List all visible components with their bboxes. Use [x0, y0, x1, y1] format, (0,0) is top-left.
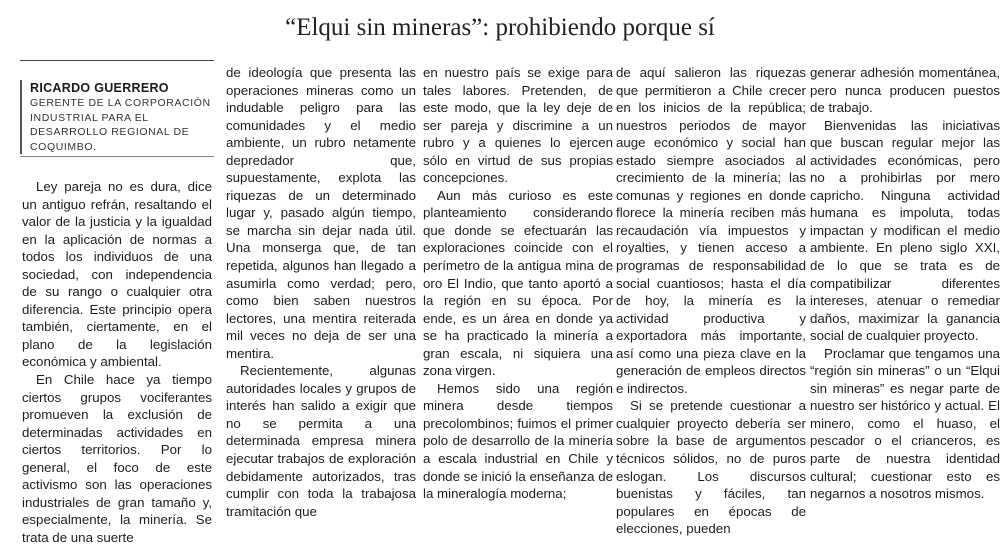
- article-column-5: [810, 64, 1000, 503]
- byline-top-rule: [20, 60, 214, 61]
- author-name: RICARDO GUERRERO: [30, 81, 169, 95]
- article-paragraph: Si se pretende cuestionar a cualquier proyecto debería ser sobre la base de argumentos técnicos sólidos, no de puros eslogan. Los discursos buenistas y fáciles, tan populares en épocas de elecciones, pueden: [616, 398, 806, 537]
- article-column-4: [616, 64, 806, 538]
- article-paragraph: Proclamar que tengamos una “región sin mineras” o un “Elqui sin mineras” es negar parte de nuestro ser histórico y actual. El minero, como el huaso, el pescador o el crianceros, es parte de nuestra identidad cultural; cuestionar esto es negarnos a nosotros mismos.: [810, 345, 1000, 502]
- article-paragraph: en nuestro país se exige para tales labores. Pretenden, de este modo, que la ley deje de ser pareja y discrimine a un rubro y a quienes lo ejercen sólo en virtud de sus propias concepciones.: [423, 65, 613, 186]
- byline-box: [20, 80, 214, 154]
- article-paragraph: Bienvenidas las iniciativas que buscan regular mejor las actividades económicas, pero no a prohibirlas por mero capricho. Ninguna actividad humana es impoluta, todas impactan y modifican el medio ambiente. En pleno siglo XXI, de lo que se trata es de compatibilizar diferentes intereses, atenuar o remediar daños, maximizar la ganancia social de cualquier proyecto.: [810, 117, 1000, 344]
- author-role: GERENTE DE LA CORPORACIÓN INDUSTRIAL PARA EL DESARROLLO REGIONAL DE COQUIMBO.: [30, 97, 211, 153]
- article-column-2: [226, 64, 416, 520]
- article-paragraph: generar adhesión momentánea, pero nunca producen puestos de trabajo.: [810, 65, 1000, 116]
- article-paragraph: En Chile hace ya tiempo ciertos grupos vociferantes promueven la exclusión de determinadas actividades en ciertos territorios. Por lo general, el foco de este activismo son las operaciones industriales de gran tamaño y, especialmente, la minería. Se trata de una suerte: [22, 372, 212, 545]
- article-column-3: [423, 64, 613, 503]
- article-paragraph: Aun más curioso es este planteamiento considerando que donde se efectuarán las exploraciones coincide con el perímetro de la antigua mina de oro El Indio, que tanto aportó a la región en su época. Por ende, es un área en donde ya se ha practicado la minería a gran escala, ni siquiera una zona virgen.: [423, 187, 613, 379]
- article-paragraph: Hemos sido una región minera desde tiempos precolombinos; fuimos el primer polo de desarrollo de la minería a escala industrial en Chile y donde se inició la enseñanza de la mineralogía moderna;: [423, 380, 613, 502]
- headline: “Elqui sin mineras”: prohibiendo porque sí: [285, 14, 715, 41]
- article-column-1: [22, 178, 212, 546]
- article-paragraph: de aquí salieron las riquezas que permitieron a Chile crecer en los inicios de la república; nuestros periodos de mayor auge económico y social han estado siempre asociados al crecimiento de la minería; las comunas y regiones en donde florece la minería reciben más recaudación vía impuestos y royalties, y tienen acceso a programas de responsabilidad social cuantiosos; hasta el día de hoy, la minería es la actividad productiva y exportadora más importante, así como una pieza clave en la generación de empleos directos e indirectos.: [616, 65, 806, 396]
- article-paragraph: Ley pareja no es dura, dice un antiguo refrán, resaltando el valor de la justicia y la igualdad en la aplicación de normas a todos los individuos de una sociedad, con independencia de su rango o cualquier otra diferencia. Este principio opera también, ciertamente, en el plano de la legislación económica y ambiental.: [22, 179, 212, 370]
- article-paragraph: Recientemente, algunas autoridades locales y grupos de interés han salido a exigir que no se permita a una determinada empresa minera ejecutar trabajos de exploración debidamente autorizados, tras cumplir con toda la trabajosa tramitación que: [226, 363, 416, 519]
- article-paragraph: de ideología que presenta las operaciones mineras como un indudable peligro para las comunidades y el medio ambiente, un rubro netamente depredador que, supuestamente, explota las riquezas de un determinado lugar y, pasado algún tiempo, se marcha sin dejar nada útil. Una monserga que, de tan repetida, algunos han llegado a asumirla como verdad; pero, como bien saben nuestros lectores, una mentira reiterada mil veces no deja de ser una mentira.: [226, 65, 416, 361]
- byline-bottom-rule: [20, 156, 214, 157]
